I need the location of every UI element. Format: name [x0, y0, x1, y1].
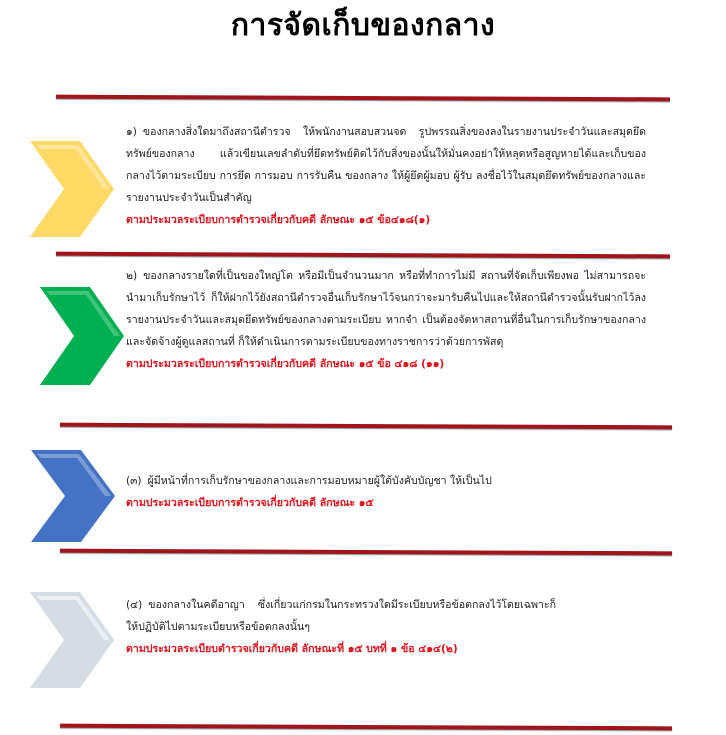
divider	[56, 95, 670, 102]
item-number: (๓)	[126, 475, 142, 487]
item-body: ผู้มีหน้าที่การเก็บรักษาของกลางและการมอบหมายผู้ใต้บังคับบัญชา ให้เป็นไป	[147, 475, 492, 487]
item-text	[126, 594, 556, 638]
item-number: ๑)	[126, 126, 137, 138]
item-number: (๔)	[126, 599, 143, 611]
item-number: ๒)	[126, 270, 138, 282]
divider	[56, 252, 670, 259]
chevron-arrow-icon	[30, 141, 114, 237]
item-reference: ตามประมวลระเบียบการตำรวจเกี่ยวกับคดี ลักษณะ ๑๕ ข้อ๔๑๘(๑)	[126, 214, 431, 226]
page-title: การจัดเก็บของกลาง	[230, 8, 496, 43]
item-body: ของกลางสิ่งใดมาถึงสถานีตำรวจ ให้พนักงานสอบสวนจด รูปพรรณสิ่งของลงในรายงานประจำวันและสมุดยึดทรัพย์ของกลาง แล้วเขียนเลขลำดับที่ยึดทรัพย์ติดไว้กับสิ่งของนั้นให้มั่นคงอย่าให้หลุดหรือสูญหายได้และเก็บของกลางไว้ตามระเบียบ การยึด การมอบ การรับคืน ของกลาง ให้ผู้ยึดผู้มอบ ผู้รับ ลงชื่อไว้ในสมุดยึดทรัพย์ของกลางและรายงานประจำวันเป็นสำคัญ	[126, 126, 646, 204]
item-reference: ตามประมวลระเบียบการตำรวจเกี่ยวกับคดี ลักษณะ ๑๕	[126, 497, 374, 509]
list-item	[126, 265, 646, 375]
item-body: ของกลางในคดีอาญา ซึ่งเกี่ยวแก่กรมในกระทรวงใดมีระเบียบหรือข้อตกลงไว้โดยเฉพาะก็ให้ปฏิบัติไปตามระเบียบหรือข้อตกลงนั้นๆ	[126, 599, 556, 633]
item-text	[126, 265, 646, 353]
item-body: ของกลางรายใดที่เป็นของใหญ่โต หรือมีเป็นจำนวนมาก หรือที่ทำการไม่มี สถานที่จัดเก็บเพียงพอ ไม่สามารถจะนำมาเก็บรักษาไว้ ก็ให้ฝากไว้ยังสถานีตำรวจอื่นเก็บรักษาไว้จนกว่าจะมารับคืนไปและให้สถานีตำรวจนั้นรับฝากไว้ลงรายงานประจำวันและสมุดยึดทรัพย์ของกลางตามระเบียบ หากจำ เป็นต้องจัดหาสถานที่อื่นในการเก็บรักษาของกลางและจัดจ้างผู้ดูแลสถานที่ ก็ให้ดำเนินการตามระเบียบของทางราชการว่าด้วยการพัสดุ	[126, 270, 646, 348]
item-reference: ตามประมวลระเบียบตำรวจเกี่ยวกับคดี ลักษณะที่ ๑๕ บทที่ ๑ ข้อ ๔๑๔(๒)	[126, 643, 458, 655]
divider	[60, 724, 672, 731]
item-reference: ตามประมวลระเบียบการตำรวจเกี่ยวกับคดี ลักษณะ ๑๕ ข้อ ๔๑๘ (๑๑)	[126, 358, 445, 370]
chevron-arrow-icon	[40, 287, 124, 385]
list-item	[126, 470, 646, 514]
divider	[60, 549, 672, 556]
chevron-arrow-icon	[30, 592, 114, 688]
divider	[60, 423, 672, 430]
list-item	[126, 594, 556, 660]
item-text	[126, 121, 646, 209]
list-item	[126, 121, 646, 231]
item-text	[126, 470, 646, 492]
chevron-arrow-icon	[31, 450, 115, 542]
